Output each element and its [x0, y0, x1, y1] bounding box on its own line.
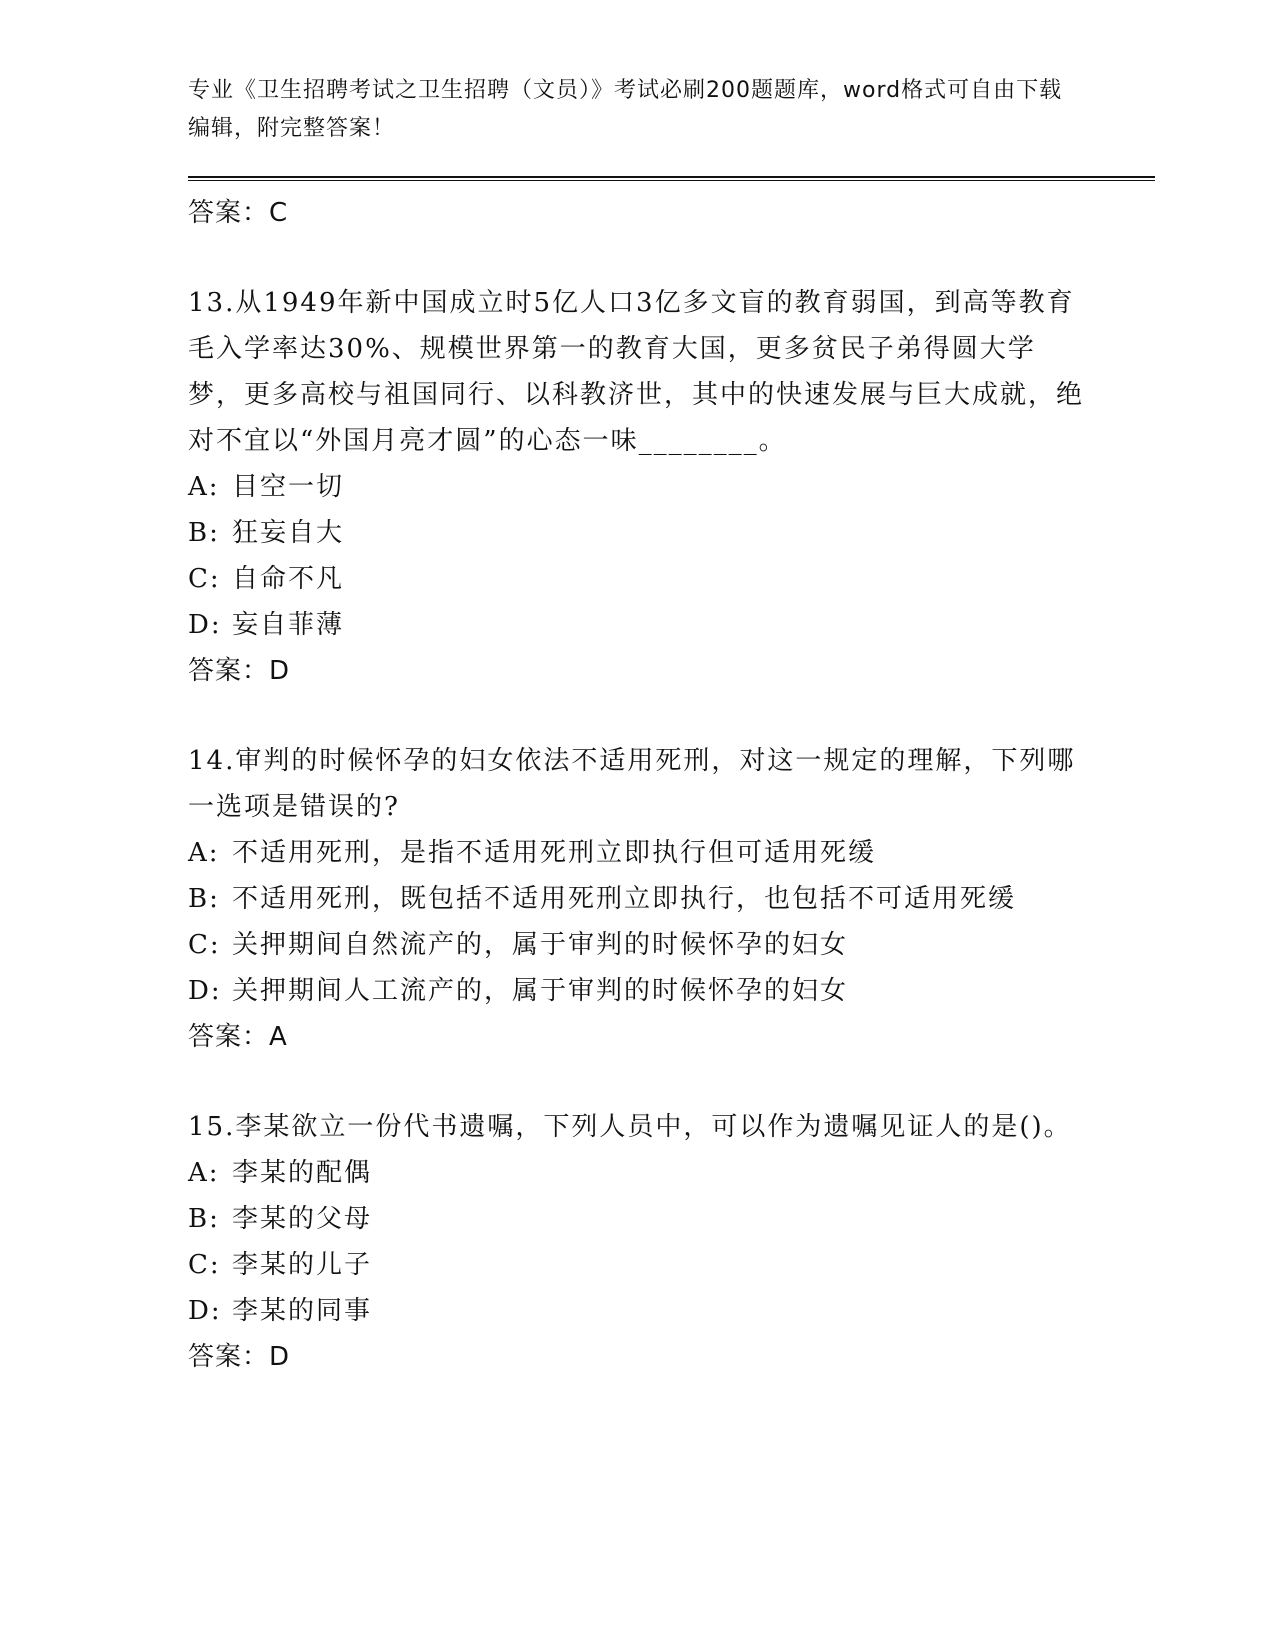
previous-answer: 答案：C: [188, 198, 289, 228]
document-body: [188, 190, 1088, 1380]
option-text: 不适用死刑，是指不适用死刑立即执行但可适用死缓: [232, 838, 877, 868]
option-text: 妄自菲薄: [232, 610, 345, 640]
option-text: 关押期间人工流产的，属于审判的时候怀孕的妇女: [232, 976, 849, 1006]
option-letter: B:: [188, 518, 220, 548]
question-stem: 15.李某欲立一份代书遗嘱，下列人员中，可以作为遗嘱见证人的是()。: [188, 1112, 1072, 1142]
option-d: [188, 968, 1088, 1014]
option-text: 目空一切: [232, 472, 345, 502]
option-a: [188, 830, 1088, 876]
option-text: 李某的儿子: [232, 1250, 373, 1280]
option-text: 李某的同事: [232, 1296, 373, 1326]
answer-line: 答案：A: [188, 1022, 288, 1052]
question-14: [188, 738, 1088, 1060]
option-text: 不适用死刑，既包括不适用死刑立即执行，也包括不可适用死缓: [232, 884, 1017, 914]
option-a: [188, 464, 1088, 510]
answer-line: 答案：D: [188, 1342, 291, 1372]
spacer: [188, 1060, 1088, 1104]
option-letter: D:: [188, 976, 222, 1006]
option-letter: B:: [188, 1204, 220, 1234]
option-text: 自命不凡: [232, 564, 345, 594]
option-text: 关押期间自然流产的，属于审判的时候怀孕的妇女: [232, 930, 849, 960]
option-letter: A:: [188, 472, 220, 502]
option-c: [188, 556, 1088, 602]
option-letter: D:: [188, 610, 222, 640]
question-13: [188, 280, 1088, 694]
option-text: 李某的父母: [232, 1204, 373, 1234]
option-letter: C:: [188, 930, 221, 960]
answer-line: 答案：D: [188, 656, 291, 686]
option-d: [188, 1288, 1088, 1334]
option-c: [188, 922, 1088, 968]
question-stem: 14.审判的时候怀孕的妇女依法不适用死刑，对这一规定的理解，下列哪一选项是错误的?: [188, 746, 1076, 822]
question-stem: 13.从1949年新中国成立时5亿人口3亿多文盲的教育弱国，到高等教育毛入学率达30%、规模世界第一的教育大国，更多贫民子弟得圆大学梦，更多高校与祖国同行、以科教济世，其中的快速发展与巨大成就，绝对不宜以“外国月亮才圆”的心态一味________。: [188, 288, 1085, 456]
option-b: [188, 510, 1088, 556]
option-b: [188, 1196, 1088, 1242]
option-d: [188, 602, 1088, 648]
option-a: [188, 1150, 1088, 1196]
spacer: [188, 694, 1088, 738]
option-b: [188, 876, 1088, 922]
document-header: 专业《卫生招聘考试之卫生招聘（文员）》考试必刷200题题库，word格式可自由下载编辑，附完整答案！: [188, 78, 1063, 141]
option-letter: C:: [188, 564, 221, 594]
option-letter: A:: [188, 1158, 220, 1188]
option-letter: D:: [188, 1296, 222, 1326]
option-letter: C:: [188, 1250, 221, 1280]
header-divider: [188, 176, 1155, 181]
option-text: 狂妄自大: [232, 518, 345, 548]
option-text: 李某的配偶: [232, 1158, 373, 1188]
option-c: [188, 1242, 1088, 1288]
option-letter: A:: [188, 838, 220, 868]
question-15: [188, 1104, 1088, 1380]
spacer: [188, 236, 1088, 280]
option-letter: B:: [188, 884, 220, 914]
